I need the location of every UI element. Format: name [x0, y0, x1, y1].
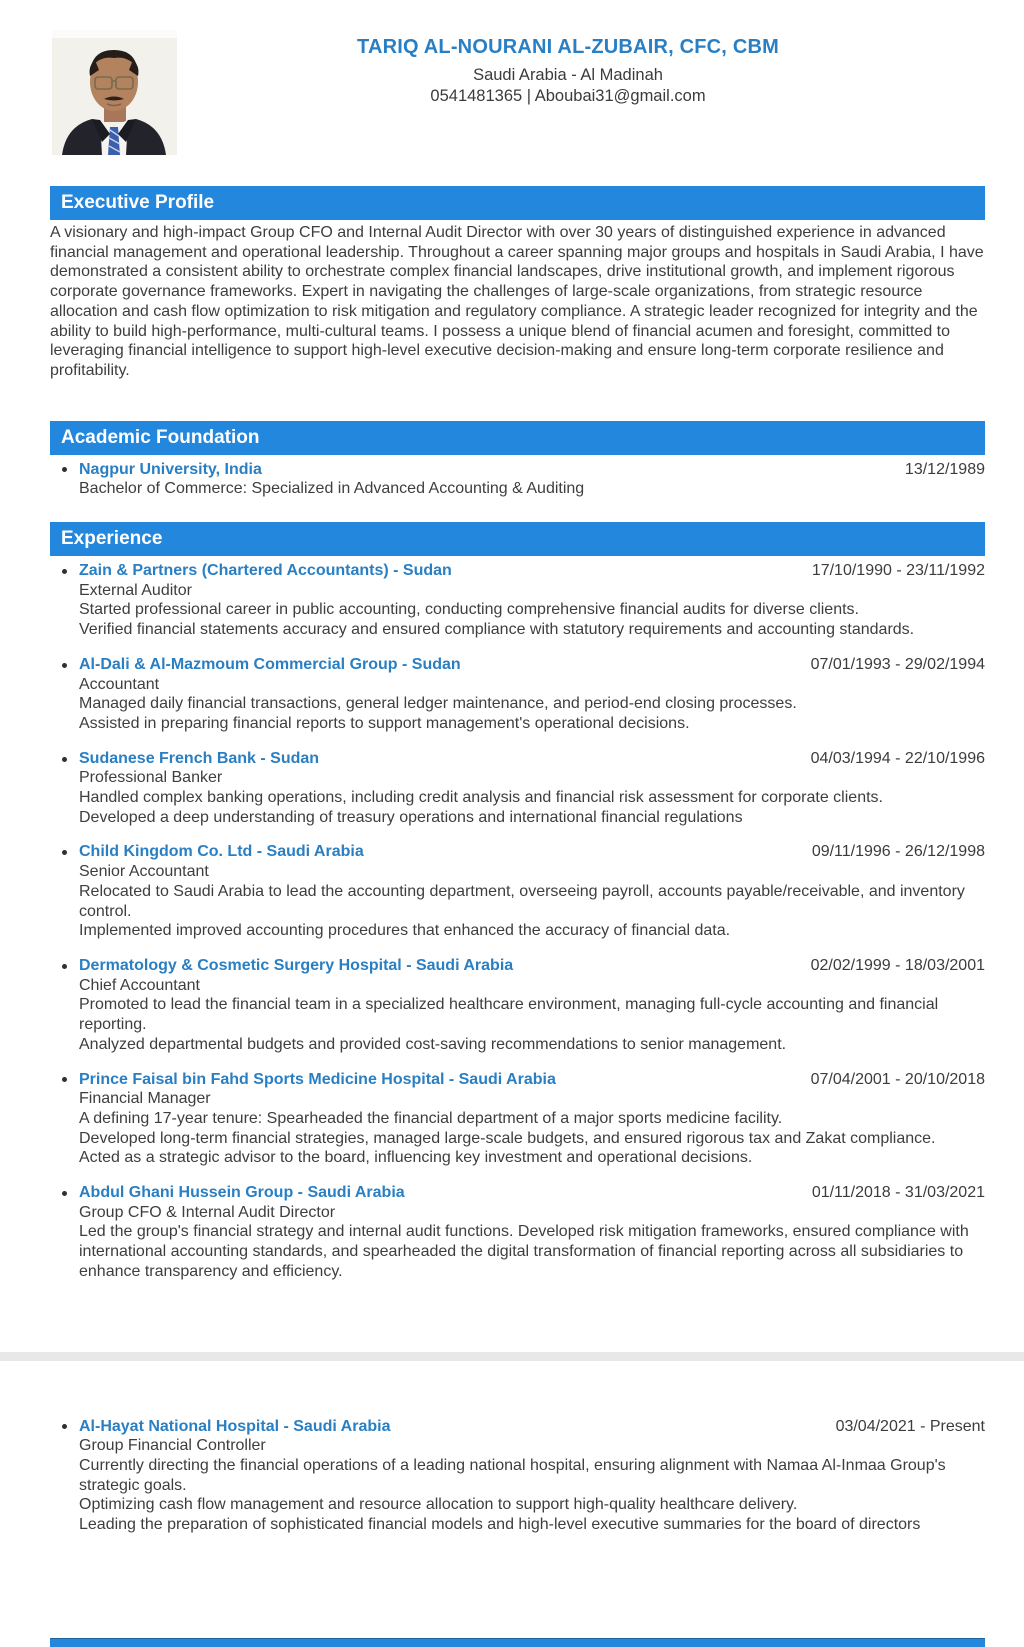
- entry-description: [50, 1222, 985, 1281]
- profile-photo: [52, 30, 177, 155]
- section-header-experience: [50, 522, 985, 556]
- portrait-photo-graphic: [52, 30, 177, 155]
- bullet-dot-icon: [62, 663, 67, 668]
- candidate-name: TARIQ AL-NOURANI AL-ZUBAIR, CFC, CBM: [357, 36, 779, 58]
- candidate-location: Saudi Arabia - Al Madinah: [473, 65, 663, 84]
- executive-profile-text: A visionary and high-impact Group CFO and Internal Audit Director with over 30 years of distinguished experience in advanced financial management and operational leadership. Throughout a career spanning major groups and hospitals in Saudi Arabia, I have demonstrated a consistent ability to orchestrate complex financial landscapes, drive institutional growth, and implement rigorous corporate governance frameworks. Expert in navigating the challenges of large-scale organizations, from strategic resource allocation and cash flow optimization to risk mitigation and regulatory compliance. A strategic leader recognized for integrity and the ability to build high-performance, multi-cultural teams. I possess a unique blend of financial acumen and foresight, committed to leveraging financial intelligence to support high-level executive decision-making and ensure long-term corporate resilience and profitability.: [50, 224, 984, 379]
- entry-title: Prince Faisal bin Fahd Sports Medicine Hospital - Saudi Arabia: [79, 1070, 556, 1088]
- experience-entries-list: [50, 561, 985, 1535]
- entry-title: Child Kingdom Co. Ltd - Saudi Arabia: [79, 843, 364, 861]
- entry-heading-row: [50, 1417, 985, 1437]
- entry-heading-row: [50, 842, 985, 862]
- page-break-band: [0, 1352, 1024, 1361]
- entry-description: [50, 600, 985, 639]
- entry-heading-row: [50, 460, 985, 480]
- bullet-dot-icon: [62, 850, 67, 855]
- entry-description-line: Implemented improved accounting procedures that enhanced the accuracy of financial data.: [79, 922, 731, 940]
- section-header-academic-foundation: [50, 421, 985, 455]
- entry-title: Nagpur University, India: [79, 460, 262, 478]
- bullet-dot-icon: [62, 964, 67, 969]
- academic-entries-list: [50, 460, 985, 499]
- entry-description-line: Promoted to lead the financial team in a specialized healthcare environment, managing full-cycle accounting and financial reporting.: [79, 996, 939, 1034]
- entry-heading-row: [50, 956, 985, 976]
- entry-description-line: Leading the preparation of sophisticated financial models and high-level executive summaries for the board of directors: [79, 1516, 921, 1534]
- entry-role: Financial Manager: [79, 1090, 211, 1108]
- entry-title: Al-Hayat National Hospital - Saudi Arabia: [79, 1417, 391, 1435]
- entry-role: Accountant: [79, 675, 160, 693]
- entry-title: Dermatology & Cosmetic Surgery Hospital - Saudi Arabia: [79, 956, 514, 974]
- entry-heading-row: [50, 655, 985, 675]
- entry-title: Sudanese French Bank - Sudan: [79, 749, 320, 767]
- entry-title: Zain & Partners (Chartered Accountants) - Sudan: [79, 562, 452, 580]
- resume-entry: [50, 655, 985, 734]
- entry-description-line: Relocated to Saudi Arabia to lead the accounting department, overseeing payroll, accounts payable/receivable, and inventory control.: [79, 882, 965, 920]
- entry-description-line: Handled complex banking operations, including credit analysis and financial risk assessment for corporate clients.: [79, 789, 883, 807]
- entry-description-line: Analyzed departmental budgets and provided cost-saving recommendations to senior management.: [79, 1035, 787, 1053]
- resume-entry: [50, 1070, 985, 1169]
- bullet-dot-icon: [62, 467, 67, 472]
- entry-description: [50, 694, 985, 733]
- entry-description-line: Managed daily financial transactions, general ledger maintenance, and period-end closing processes.: [79, 695, 797, 713]
- bullet-dot-icon: [62, 757, 67, 762]
- entry-dates: 01/11/2018 - 31/03/2021: [811, 1184, 985, 1202]
- entry-description-line: Assisted in preparing financial reports to support management's operational decisions.: [79, 714, 690, 732]
- entry-role: Group CFO & Internal Audit Director: [79, 1203, 336, 1221]
- resume-entry: [50, 561, 985, 640]
- entry-dates: 04/03/1994 - 22/10/1996: [810, 749, 985, 767]
- entry-description-line: Optimizing cash flow management and resource allocation to support high-quality healthcare delivery.: [79, 1496, 798, 1514]
- next-section-bar-partial: [50, 1638, 985, 1647]
- bullet-dot-icon: [62, 1191, 67, 1196]
- entry-dates: 07/01/1993 - 29/02/1994: [810, 655, 985, 673]
- entry-heading-row: [50, 1070, 985, 1090]
- entry-role: Professional Banker: [79, 769, 223, 787]
- entry-dates: 07/04/2001 - 20/10/2018: [810, 1070, 985, 1088]
- entry-dates: 03/04/2021 - Present: [835, 1417, 985, 1435]
- entry-heading-row: [50, 561, 985, 581]
- entry-role: Chief Accountant: [79, 976, 200, 994]
- section-header-executive-profile: [50, 186, 985, 220]
- entry-title: Abdul Ghani Hussein Group - Saudi Arabia: [79, 1184, 405, 1202]
- resume-entry: [50, 749, 985, 828]
- entry-description-line: Led the group's financial strategy and internal audit functions. Developed risk mitigation frameworks, ensured compliance with international accounting standards, and spearheaded the digital transformation of financial reporting across all subsidiaries to enhance transparency and efficiency.: [79, 1223, 969, 1280]
- entry-description-line: Bachelor of Commerce: Specialized in Advanced Accounting & Auditing: [79, 480, 585, 498]
- section-title: Experience: [61, 528, 163, 550]
- entry-role: Group Financial Controller: [79, 1437, 266, 1455]
- bullet-dot-icon: [62, 1424, 67, 1429]
- entry-description: [50, 1456, 985, 1535]
- resume-entry: [50, 460, 985, 499]
- bullet-dot-icon: [62, 1077, 67, 1082]
- entry-role: External Auditor: [79, 581, 192, 599]
- resume-header: [0, 0, 1024, 186]
- entry-description-line: Currently directing the financial operations of a leading national hospital, ensuring alignment with Namaa Al-Inmaa Group's strategic goals.: [79, 1456, 946, 1494]
- entry-heading-row: [50, 1183, 985, 1203]
- entry-description-line: Started professional career in public accounting, conducting comprehensive financial audits for diverse clients.: [79, 601, 859, 619]
- resume-entry: [50, 1183, 985, 1282]
- entry-description-line: Developed long-term financial strategies, managed large-scale budgets, and ensured rigorous tax and Zakat compliance.: [79, 1129, 936, 1147]
- resume-entry: [50, 1417, 985, 1535]
- entry-description: [50, 788, 985, 827]
- entry-description: [50, 995, 985, 1054]
- candidate-contact: 0541481365 | Aboubai31@gmail.com: [430, 86, 706, 105]
- entry-description: [50, 1109, 985, 1168]
- entry-description-line: Developed a deep understanding of treasury operations and international financial regulations: [79, 808, 743, 826]
- entry-dates: 02/02/1999 - 18/03/2001: [810, 956, 985, 974]
- entry-description-line: Verified financial statements accuracy and ensured compliance with statutory requirements and accounting standards.: [79, 621, 915, 639]
- entry-dates: 13/12/1989: [904, 460, 985, 478]
- entry-dates: 17/10/1990 - 23/11/1992: [811, 562, 985, 580]
- resume-body: [0, 186, 1024, 1535]
- bullet-dot-icon: [62, 569, 67, 574]
- section-title: Executive Profile: [61, 192, 215, 214]
- entry-role: Senior Accountant: [79, 863, 209, 881]
- entry-description: [50, 479, 985, 499]
- entry-description-line: A defining 17-year tenure: Spearheaded the financial department of a major sports medicine facility.: [79, 1109, 783, 1127]
- resume-entry: [50, 956, 985, 1055]
- resume-entry: [50, 842, 985, 941]
- section-title: Academic Foundation: [61, 426, 260, 448]
- entry-description-line: Acted as a strategic advisor to the board, influencing key investment and operational decisions.: [79, 1149, 753, 1167]
- entry-heading-row: [50, 749, 985, 769]
- entry-title: Al-Dali & Al-Mazmoum Commercial Group - Sudan: [79, 655, 461, 673]
- page-break-divider: [0, 1352, 1024, 1361]
- entry-description: [50, 882, 985, 941]
- header-text-block: [112, 0, 1024, 107]
- entry-dates: 09/11/1996 - 26/12/1998: [811, 843, 985, 861]
